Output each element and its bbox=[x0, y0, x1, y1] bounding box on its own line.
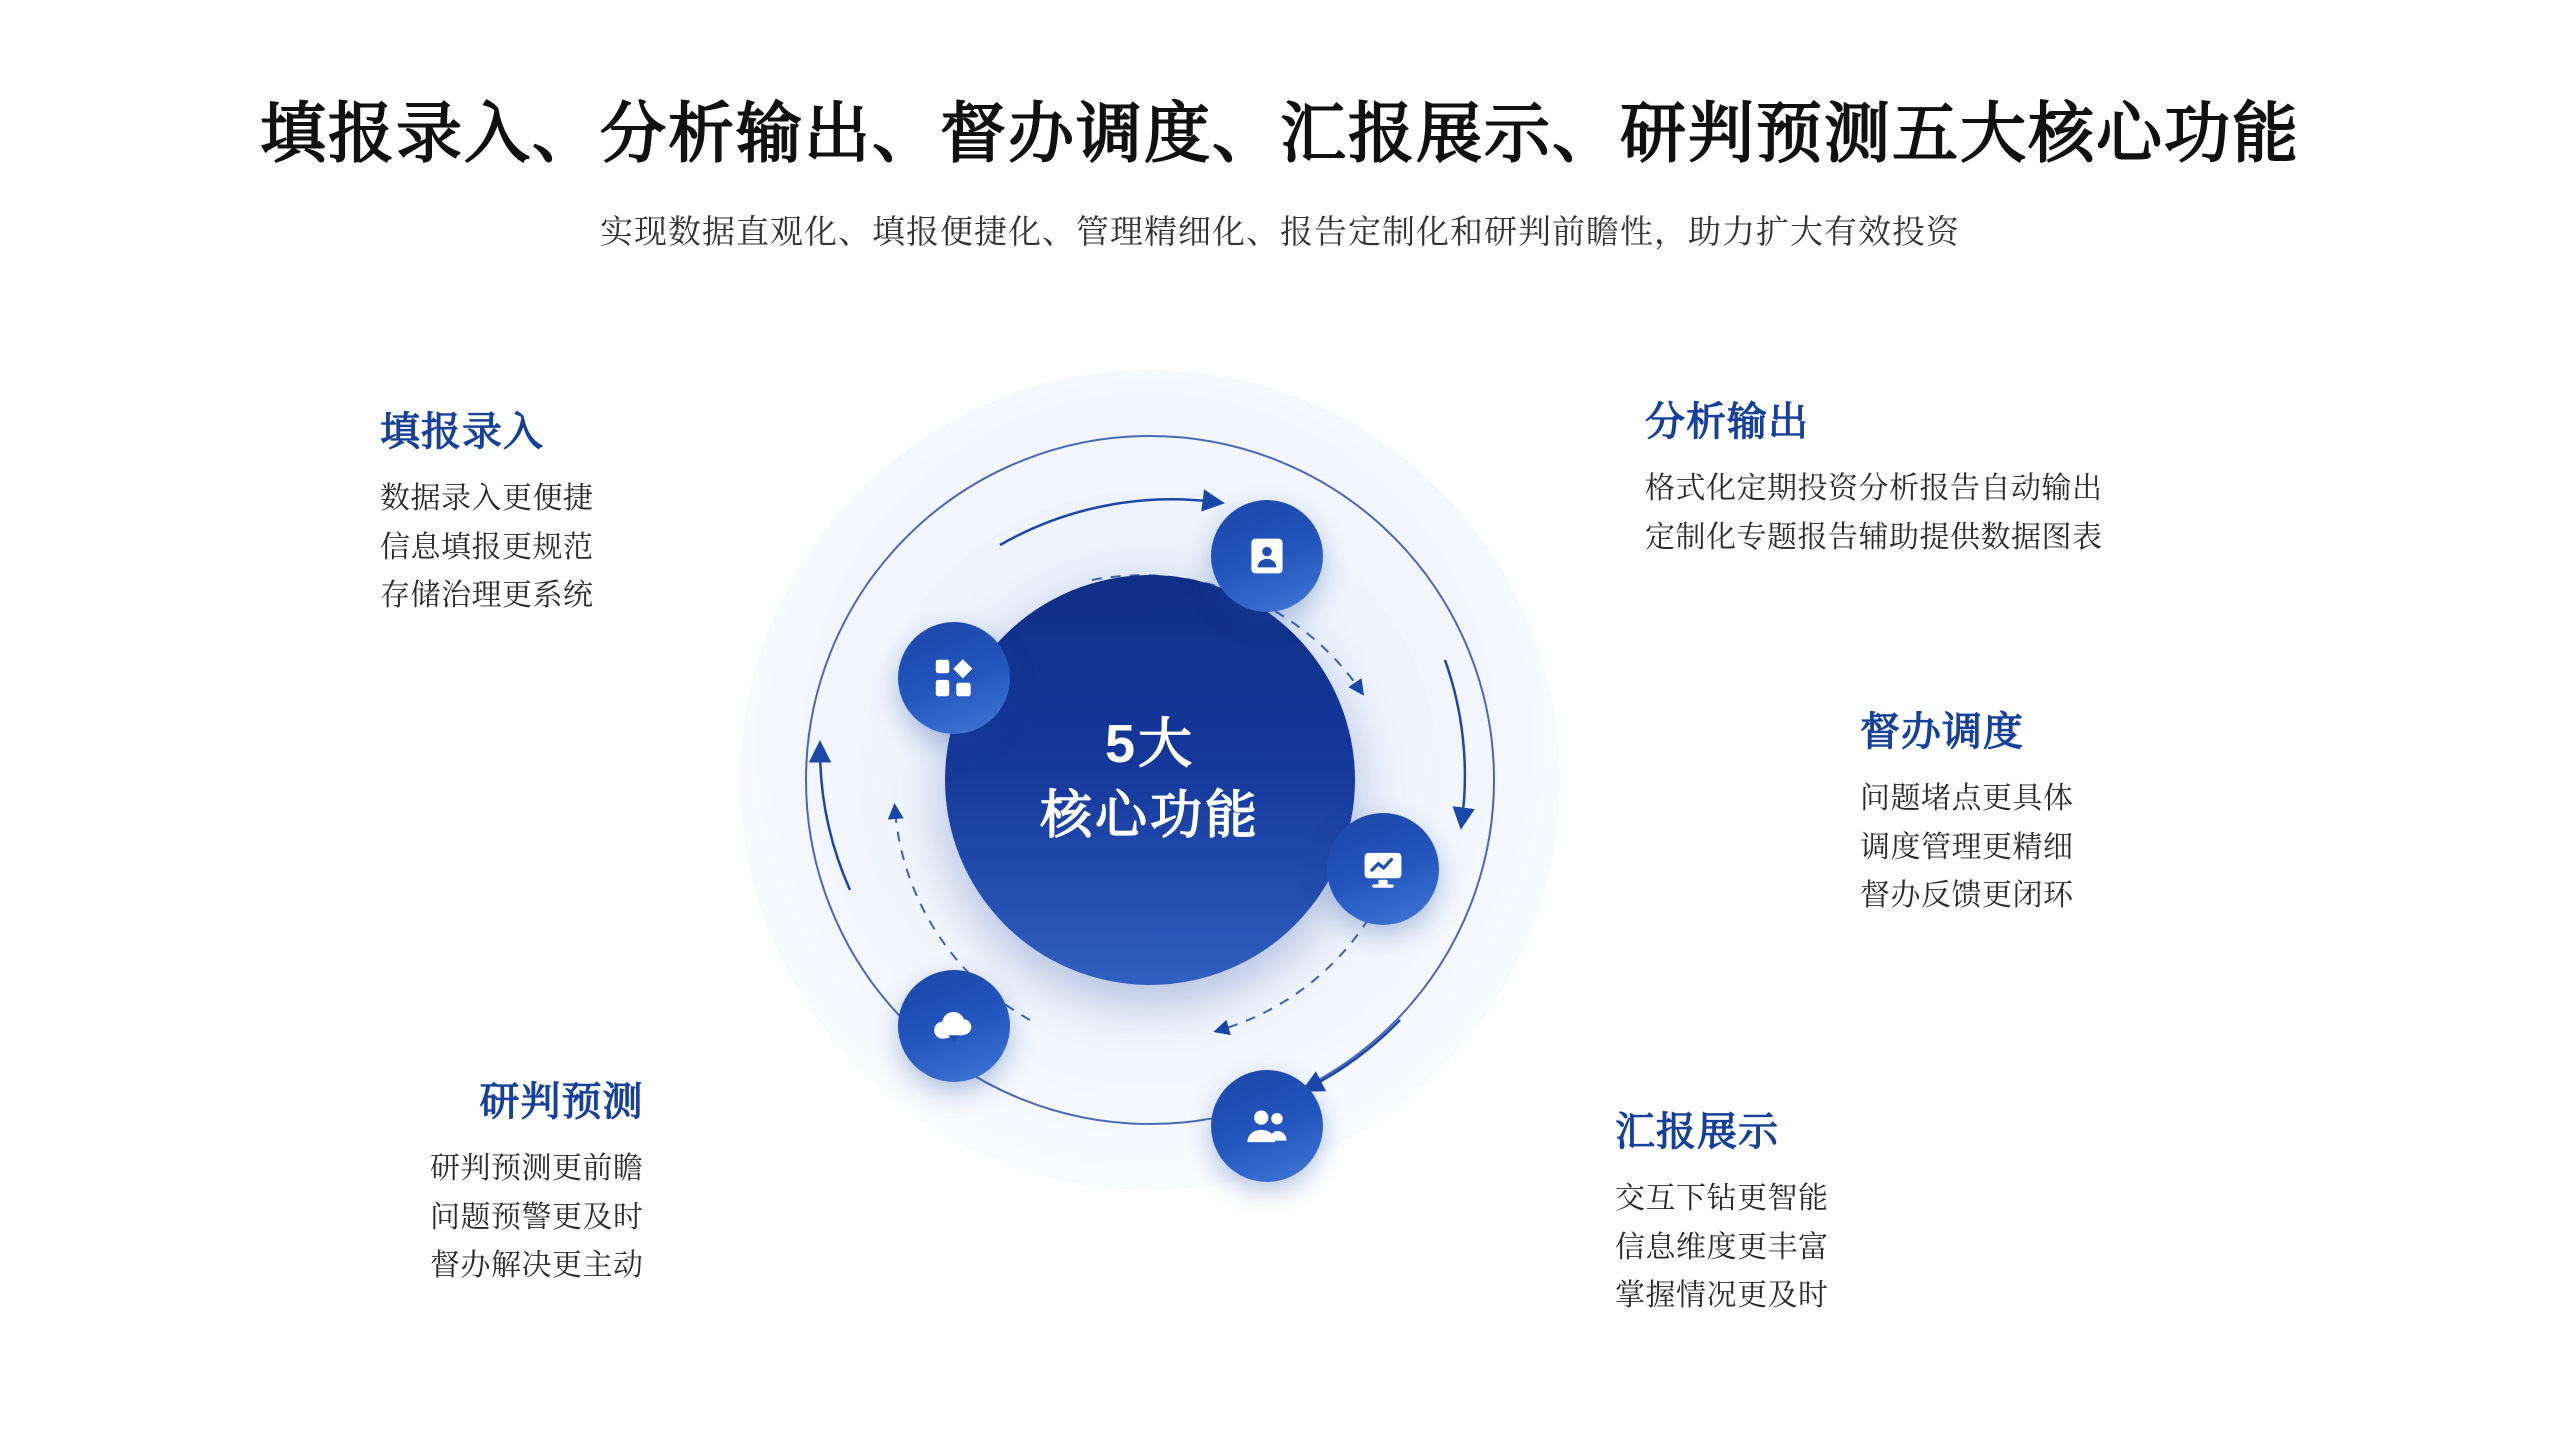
block-line: 信息填报更规范 bbox=[380, 530, 594, 564]
block-line: 定制化专题报告辅助提供数据图表 bbox=[1645, 520, 2103, 554]
page-title: 填报录入、分析输出、督办调度、汇报展示、研判预测五大核心功能 bbox=[260, 96, 2300, 170]
monitor-chart-icon bbox=[1360, 846, 1406, 892]
block-supervision-dispatch bbox=[1860, 700, 2074, 921]
block-title-fill-entry: 填报录入 bbox=[380, 410, 544, 454]
node-reporting-display[interactable] bbox=[1211, 1070, 1323, 1182]
page-subtitle: 实现数据直观化、填报便捷化、管理精细化、报告定制化和研判前瞻性，助力扩大有效投资 bbox=[600, 212, 1960, 250]
core-label-line2: 核心功能 bbox=[1039, 787, 1260, 846]
five-core-functions-diagram bbox=[700, 330, 1600, 1230]
block-title-prediction-research: 研判预测 bbox=[479, 1080, 644, 1124]
page-header bbox=[0, 96, 2560, 253]
block-line: 调度管理更精细 bbox=[1860, 830, 2074, 864]
cloud-upload-icon bbox=[930, 1002, 978, 1050]
block-line: 督办反馈更闭环 bbox=[1860, 879, 2074, 913]
node-analysis-output[interactable] bbox=[1211, 500, 1323, 612]
block-line: 问题预警更及时 bbox=[430, 1200, 644, 1234]
block-title-supervision-dispatch: 督办调度 bbox=[1860, 710, 2024, 754]
node-prediction-research[interactable] bbox=[898, 970, 1010, 1082]
core-label-line1: 5大 bbox=[1104, 714, 1196, 775]
node-fill-entry[interactable] bbox=[898, 622, 1010, 734]
block-line: 信息维度更丰富 bbox=[1615, 1230, 1829, 1264]
block-line: 数据录入更便捷 bbox=[380, 482, 594, 515]
block-line: 问题堵点更具体 bbox=[1860, 782, 2074, 815]
block-reporting-display bbox=[1615, 1100, 1829, 1321]
dashboard-blocks-icon bbox=[931, 655, 977, 701]
block-line: 格式化定期投资分析报告自动输出 bbox=[1645, 472, 2103, 505]
block-line: 督办解决更主动 bbox=[430, 1249, 644, 1283]
block-title-reporting-display: 汇报展示 bbox=[1615, 1110, 1779, 1154]
block-analysis-output bbox=[1645, 390, 2103, 562]
diagram-core bbox=[945, 575, 1355, 985]
users-icon bbox=[1244, 1103, 1290, 1149]
block-prediction-research bbox=[430, 1070, 644, 1291]
block-line: 掌握情况更及时 bbox=[1615, 1279, 1829, 1313]
node-supervision-dispatch[interactable] bbox=[1327, 813, 1439, 925]
block-fill-entry bbox=[380, 400, 594, 621]
block-line: 存储治理更系统 bbox=[380, 579, 594, 613]
block-title-analysis-output: 分析输出 bbox=[1645, 400, 1809, 444]
block-line: 研判预测更前瞻 bbox=[430, 1152, 644, 1185]
block-line: 交互下钻更智能 bbox=[1615, 1182, 1829, 1215]
report-person-icon bbox=[1245, 534, 1289, 578]
